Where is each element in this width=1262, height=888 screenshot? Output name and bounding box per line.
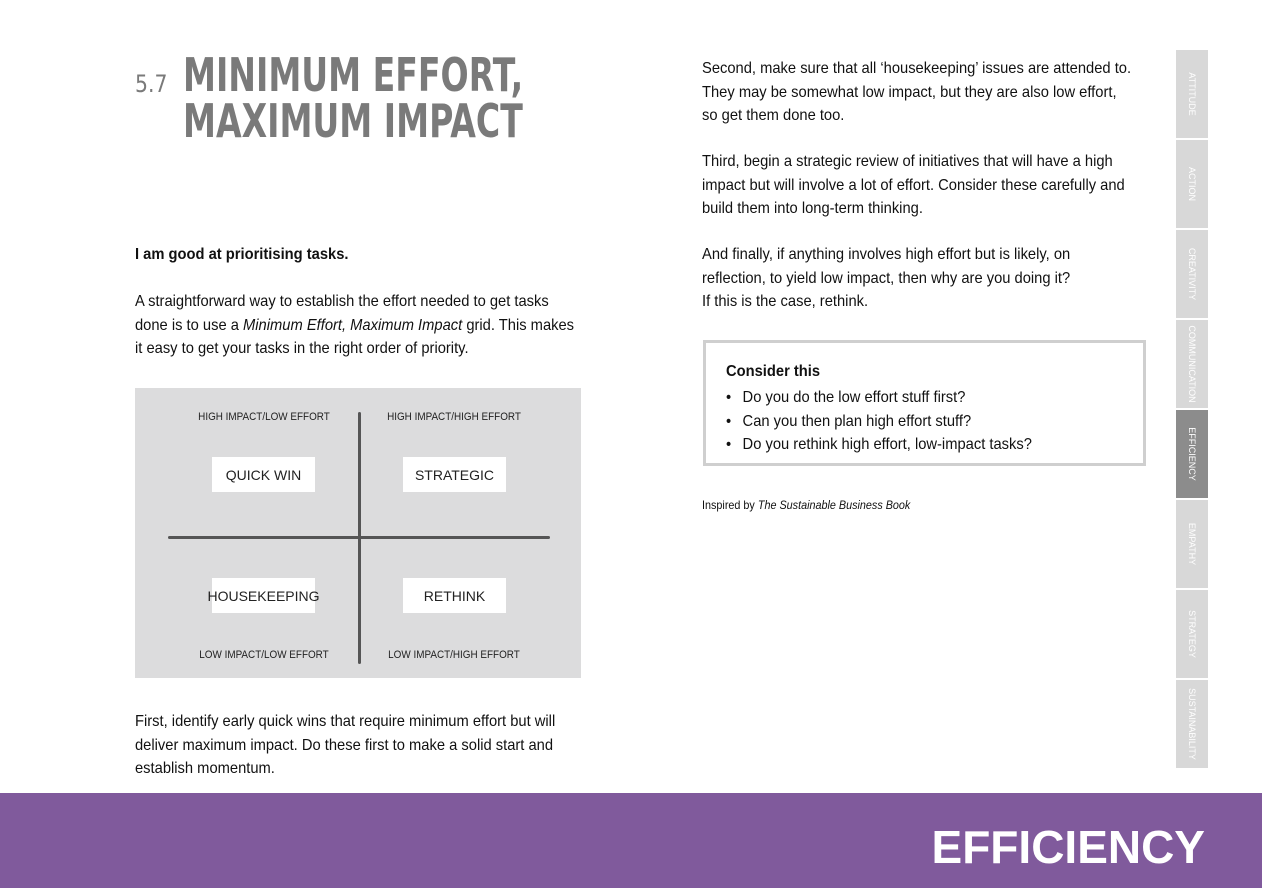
title-line-2: MAXIMUM IMPACT — [183, 94, 523, 148]
tab-label: EMPATHY — [1187, 522, 1197, 566]
rethink-box: RETHINK — [403, 578, 506, 613]
tab-label: CREATIVITY — [1187, 247, 1197, 301]
tab-label: ACTION — [1187, 166, 1197, 202]
quadrant-label-bottom-left: LOW IMPACT/LOW EFFORT — [199, 649, 329, 661]
page-title — [183, 48, 524, 148]
tab-communication[interactable] — [1176, 320, 1208, 408]
effort-impact-grid — [135, 388, 581, 678]
tab-label: COMMUNICATION — [1187, 325, 1197, 403]
consider-item: • Do you do the low effort stuff first? — [726, 386, 1032, 410]
credit-prefix: Inspired by — [702, 498, 758, 512]
tab-creativity[interactable] — [1176, 230, 1208, 318]
intro-paragraph — [135, 290, 577, 361]
tab-label: SUSTAINABILITY — [1187, 688, 1197, 760]
source-credit — [702, 498, 910, 512]
tab-strategy[interactable] — [1176, 590, 1208, 678]
tab-action[interactable] — [1176, 140, 1208, 228]
chapter-footer-bar — [0, 793, 1262, 888]
third-paragraph — [702, 150, 1142, 221]
intro-text-2: grid. This makes it easy to get your tasks in the right order of priority. — [135, 316, 575, 357]
tab-label: STRATEGY — [1187, 610, 1197, 658]
tab-sustainability[interactable] — [1176, 680, 1208, 768]
second-paragraph — [702, 57, 1134, 128]
consider-title: Consider this — [726, 363, 821, 380]
quadrant-label-bottom-right: LOW IMPACT/HIGH EFFORT — [388, 649, 520, 661]
quadrant-label-top-right: HIGH IMPACT/HIGH EFFORT — [387, 411, 521, 423]
housekeeping-box: HOUSEKEEPING — [212, 578, 315, 613]
finally-text: And finally, if anything involves high effort but is likely, on reflection, to yield low impact, then why are you doing it? — [702, 246, 1071, 287]
tab-efficiency[interactable] — [1176, 410, 1208, 498]
third-text: Third, begin a strategic review of initiatives that will have a high impact but will involve a lot of effort. Consider these carefully and build them into long-term thinking. — [702, 153, 1125, 217]
quick-win-box: QUICK WIN — [212, 457, 315, 492]
first-text: First, identify early quick wins that require minimum effort but will deliver maximum impact. Do these first to make a solid start and establish momentum. — [135, 713, 556, 777]
tab-empathy[interactable] — [1176, 500, 1208, 588]
title-line-1: MINIMUM EFFORT, — [183, 48, 524, 102]
consider-item: • Do you rethink high effort, low-impact tasks? — [726, 433, 1032, 457]
consider-this-box — [703, 340, 1146, 466]
lead-statement — [135, 243, 577, 267]
rethink-text: If this is the case, rethink. — [702, 293, 869, 310]
intro-text-1: A straightforward way to establish the effort needed to get tasks done is to use a — [135, 293, 549, 334]
grid-horizontal-axis — [168, 536, 550, 539]
section-number: 5.7 — [135, 70, 168, 98]
quadrant-label-top-left: HIGH IMPACT/LOW EFFORT — [198, 411, 330, 423]
credit-book-title: The Sustainable Business Book — [757, 498, 911, 512]
tab-attitude[interactable] — [1176, 50, 1208, 138]
second-text: Second, make sure that all ‘housekeeping’ issues are attended to. They may be somewhat low impact, but they are also low effort, so get them done too. — [702, 60, 1132, 124]
finally-paragraph — [702, 243, 1134, 314]
tab-label: ATTITUDE — [1187, 72, 1197, 116]
consider-list — [726, 386, 1059, 457]
lead-text: I am good at prioritising tasks. — [135, 246, 349, 263]
tab-label: EFFICIENCY — [1187, 427, 1197, 481]
consider-item: • Can you then plan high effort stuff? — [726, 410, 1032, 434]
chapter-title: EFFICIENCY — [931, 821, 1205, 873]
intro-emphasis: Minimum Effort, Maximum Impact — [243, 316, 463, 334]
strategic-box: STRATEGIC — [403, 457, 506, 492]
first-paragraph — [135, 710, 581, 781]
chapter-tabs — [1176, 50, 1208, 770]
